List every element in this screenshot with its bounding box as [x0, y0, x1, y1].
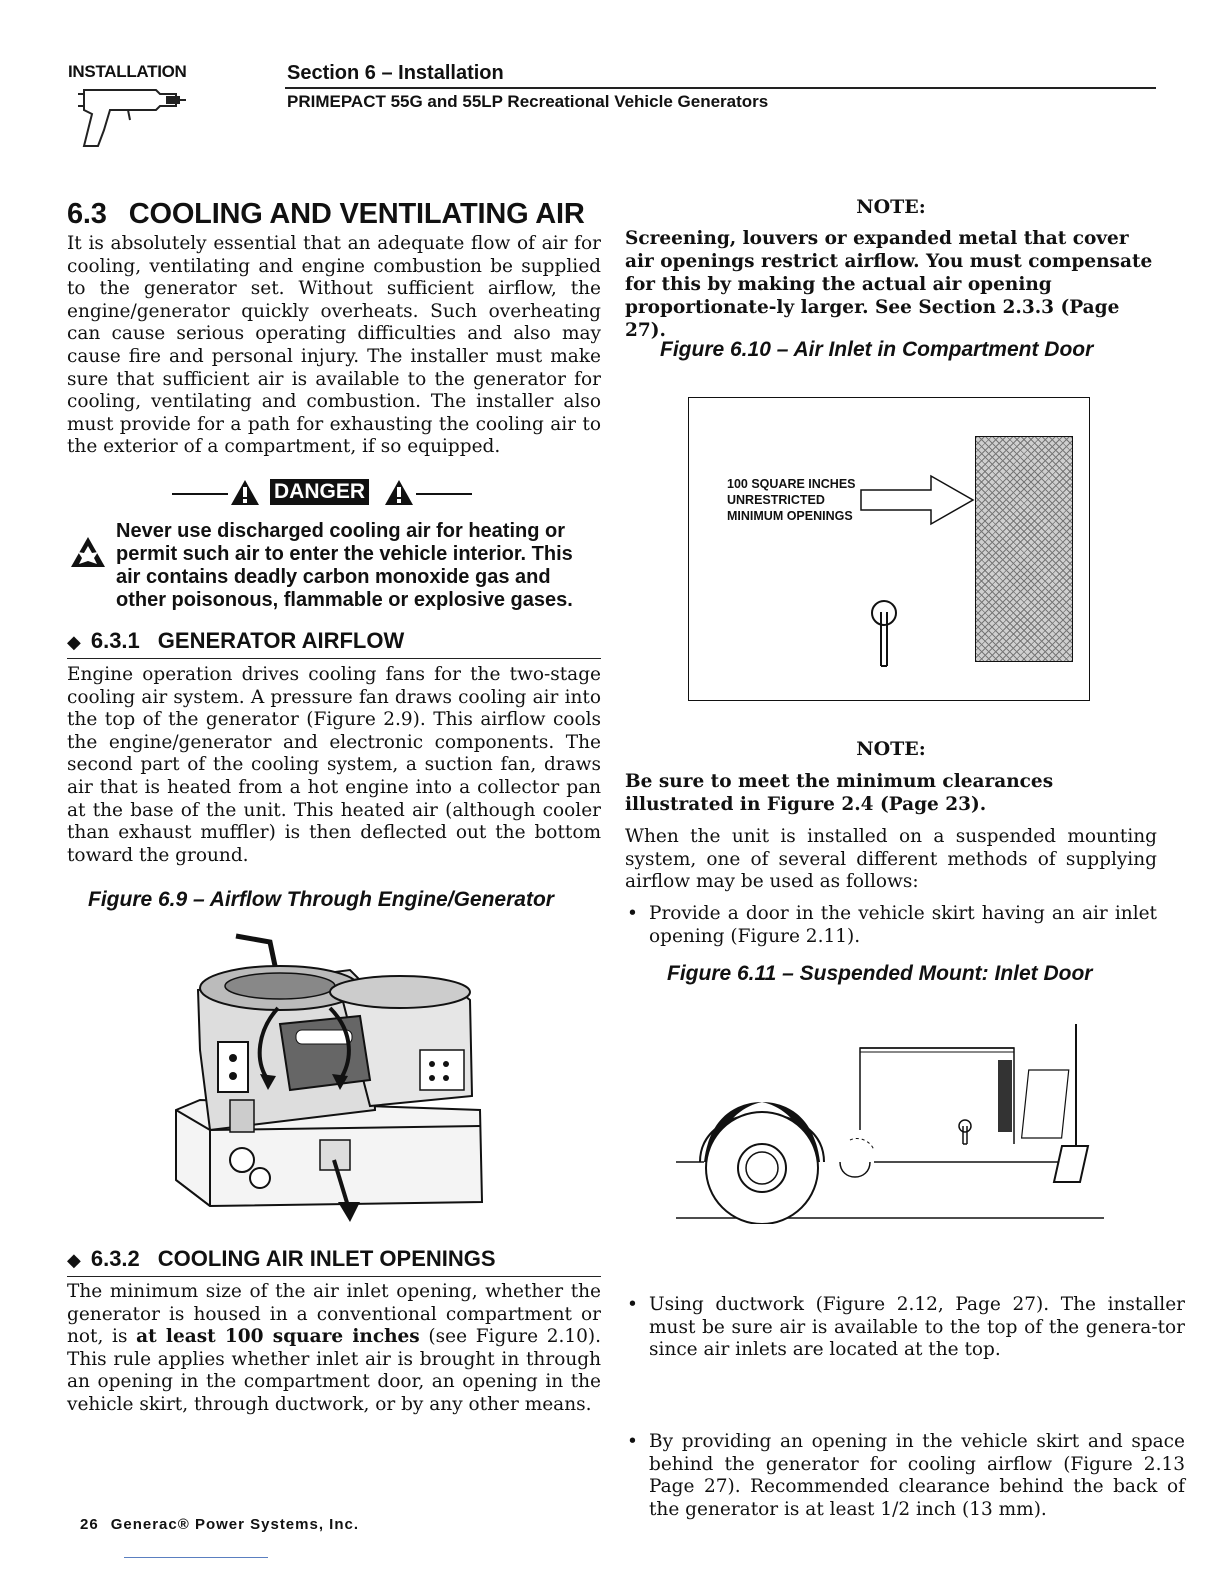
- section-number: 6.3: [67, 198, 107, 230]
- air-inlet-grille: [975, 436, 1073, 662]
- subsection-number: 6.3.2: [90, 1246, 140, 1271]
- section-intro: It is absolutely essential that an adequate flow of air for cooling, ventilating and engine combustion be supplied to the generator set. Without sufficient airflow, the engine/generator quickly overheats. Such overheating can cause serious operating difficulties and also may cause fire and personal injury. The installer must make sure that sufficient air is available to the generator for cooling, ventilating and combustion. The installer also must provide for a path for exhausting the cooling air to the exterior of a compartment, if so equipped.: [67, 233, 601, 458]
- note-1-text: Screening, louvers or expanded metal that cover air openings restrict airflow. You must compensate for this by making the actual air opening proportionate-ly larger. See Section 2.3.3 (Page 27).: [625, 228, 1153, 341]
- diamond-bullet-icon: ◆: [67, 632, 81, 652]
- inlet-text-bold: at least 100 square inches: [136, 1326, 420, 1348]
- note-2-text: Be sure to meet the minimum clearances illustrated in Figure 2.4 (Page 23).: [625, 771, 1054, 815]
- subsection-heading-6-3-2: [67, 1246, 601, 1277]
- header-section: Section 6 – Installation: [287, 62, 504, 84]
- bullet-text: By providing an opening in the vehicle skirt and space behind the generator for cooling airflow (Figure 2.13 Page 27). Recommended clearance behind the back of the generator is at least 1/2 inch (13 mm).: [649, 1430, 1185, 1520]
- generator-airflow-figure: [170, 930, 490, 1230]
- danger-banner: [172, 478, 472, 510]
- inlet-label-line-2: UNRESTRICTED: [727, 493, 825, 507]
- generator-airflow-text: Engine operation drives cooling fans for the two-stage cooling air system. A pressure fan draws cooling air into the top of the generator (Figure 2.9). This airflow cools the engine/generator and electronic components. The second part of the cooling system, a suction fan, draws air that is heated from a hot engine into a collector pan at the base of the unit. This heated air (although cooler than exhaust muffler) is then deflected out the bottom toward the ground.: [67, 664, 601, 866]
- note-1-title: NOTE:: [856, 196, 926, 218]
- inlet-text-before: The minimum size of the air inlet opening, whether the generator is housed in a conventional compartment or not, is: [67, 1281, 601, 1348]
- bullet-dot-icon: •: [627, 1430, 638, 1452]
- footer-company: Generac® Power Systems, Inc.: [110, 1516, 360, 1533]
- explosion-hazard-icon: [70, 536, 106, 568]
- bullet-dot-icon: •: [627, 1294, 638, 1316]
- bullet-text: Using ductwork (Figure 2.12, Page 27). The installer must be sure air is available to the top of the genera-tor since air inlets are located at the top.: [649, 1294, 1185, 1361]
- footer: [80, 1516, 359, 1533]
- bullet-text: Provide a door in the vehicle skirt having an air inlet opening (Figure 2.11).: [649, 903, 1157, 947]
- subsection-title: GENERATOR AIRFLOW: [157, 628, 405, 653]
- subsection-title: COOLING AIR INLET OPENINGS: [157, 1246, 496, 1271]
- danger-label: DANGER: [270, 479, 369, 505]
- subsection-number: 6.3.1: [90, 628, 140, 653]
- left-column: [67, 198, 601, 459]
- section-title: COOLING AND VENTILATING AIR: [128, 198, 585, 230]
- inlet-text-after: (see Figure 2.10). This rule applies whether inlet air is brought in through an opening in the compartment door, an opening in the vehicle skirt, through ductwork, or by any other means.: [67, 1326, 601, 1415]
- note-2-title: NOTE:: [856, 738, 926, 760]
- suspended-mount-figure: [674, 1020, 1106, 1224]
- diamond-bullet-icon: ◆: [67, 1250, 81, 1270]
- header-rule: [285, 87, 1156, 89]
- warning-triangle-icon: [384, 478, 414, 506]
- inlet-label: [727, 476, 856, 524]
- figure-6-10-caption: Figure 6.10 – Air Inlet in Compartment Door: [660, 338, 1094, 361]
- compartment-door-figure: [688, 397, 1090, 701]
- figure-6-11-caption: Figure 6.11 – Suspended Mount: Inlet Door: [667, 962, 1093, 985]
- door-handle-icon: [869, 598, 899, 670]
- footer-rule: [124, 1557, 268, 1558]
- drill-icon: [70, 84, 188, 152]
- bullet-dot-icon: •: [627, 903, 638, 924]
- section-heading: [67, 198, 601, 231]
- bullet-item: [625, 903, 1157, 948]
- arrow-right-icon: [859, 472, 977, 528]
- inlet-label-line-1: 100 SQUARE INCHES: [727, 477, 856, 491]
- page-number: 26: [80, 1516, 99, 1533]
- bullet-item: [625, 1431, 1185, 1521]
- warning-triangle-icon: [230, 478, 260, 506]
- header-subtitle: PRIMEPACT 55G and 55LP Recreational Vehicle Generators: [287, 92, 769, 111]
- bullet-item: [625, 1294, 1185, 1362]
- inlet-openings-text: [67, 1281, 601, 1417]
- mounting-intro-text: When the unit is installed on a suspended mounting system, one of several different methods of supplying airflow may be used as follows:: [625, 826, 1157, 893]
- subsection-heading-6-3-1: [67, 628, 601, 659]
- figure-6-9-caption: Figure 6.9 – Airflow Through Engine/Generator: [88, 888, 554, 911]
- inlet-label-line-3: MINIMUM OPENINGS: [727, 509, 853, 523]
- danger-text: Never use discharged cooling air for heating or permit such air to enter the vehicle interior. This air contains deadly carbon monoxide gas and other poisonous, flammable or explosive gases.: [116, 520, 573, 611]
- header-tag: INSTALLATION: [68, 62, 187, 81]
